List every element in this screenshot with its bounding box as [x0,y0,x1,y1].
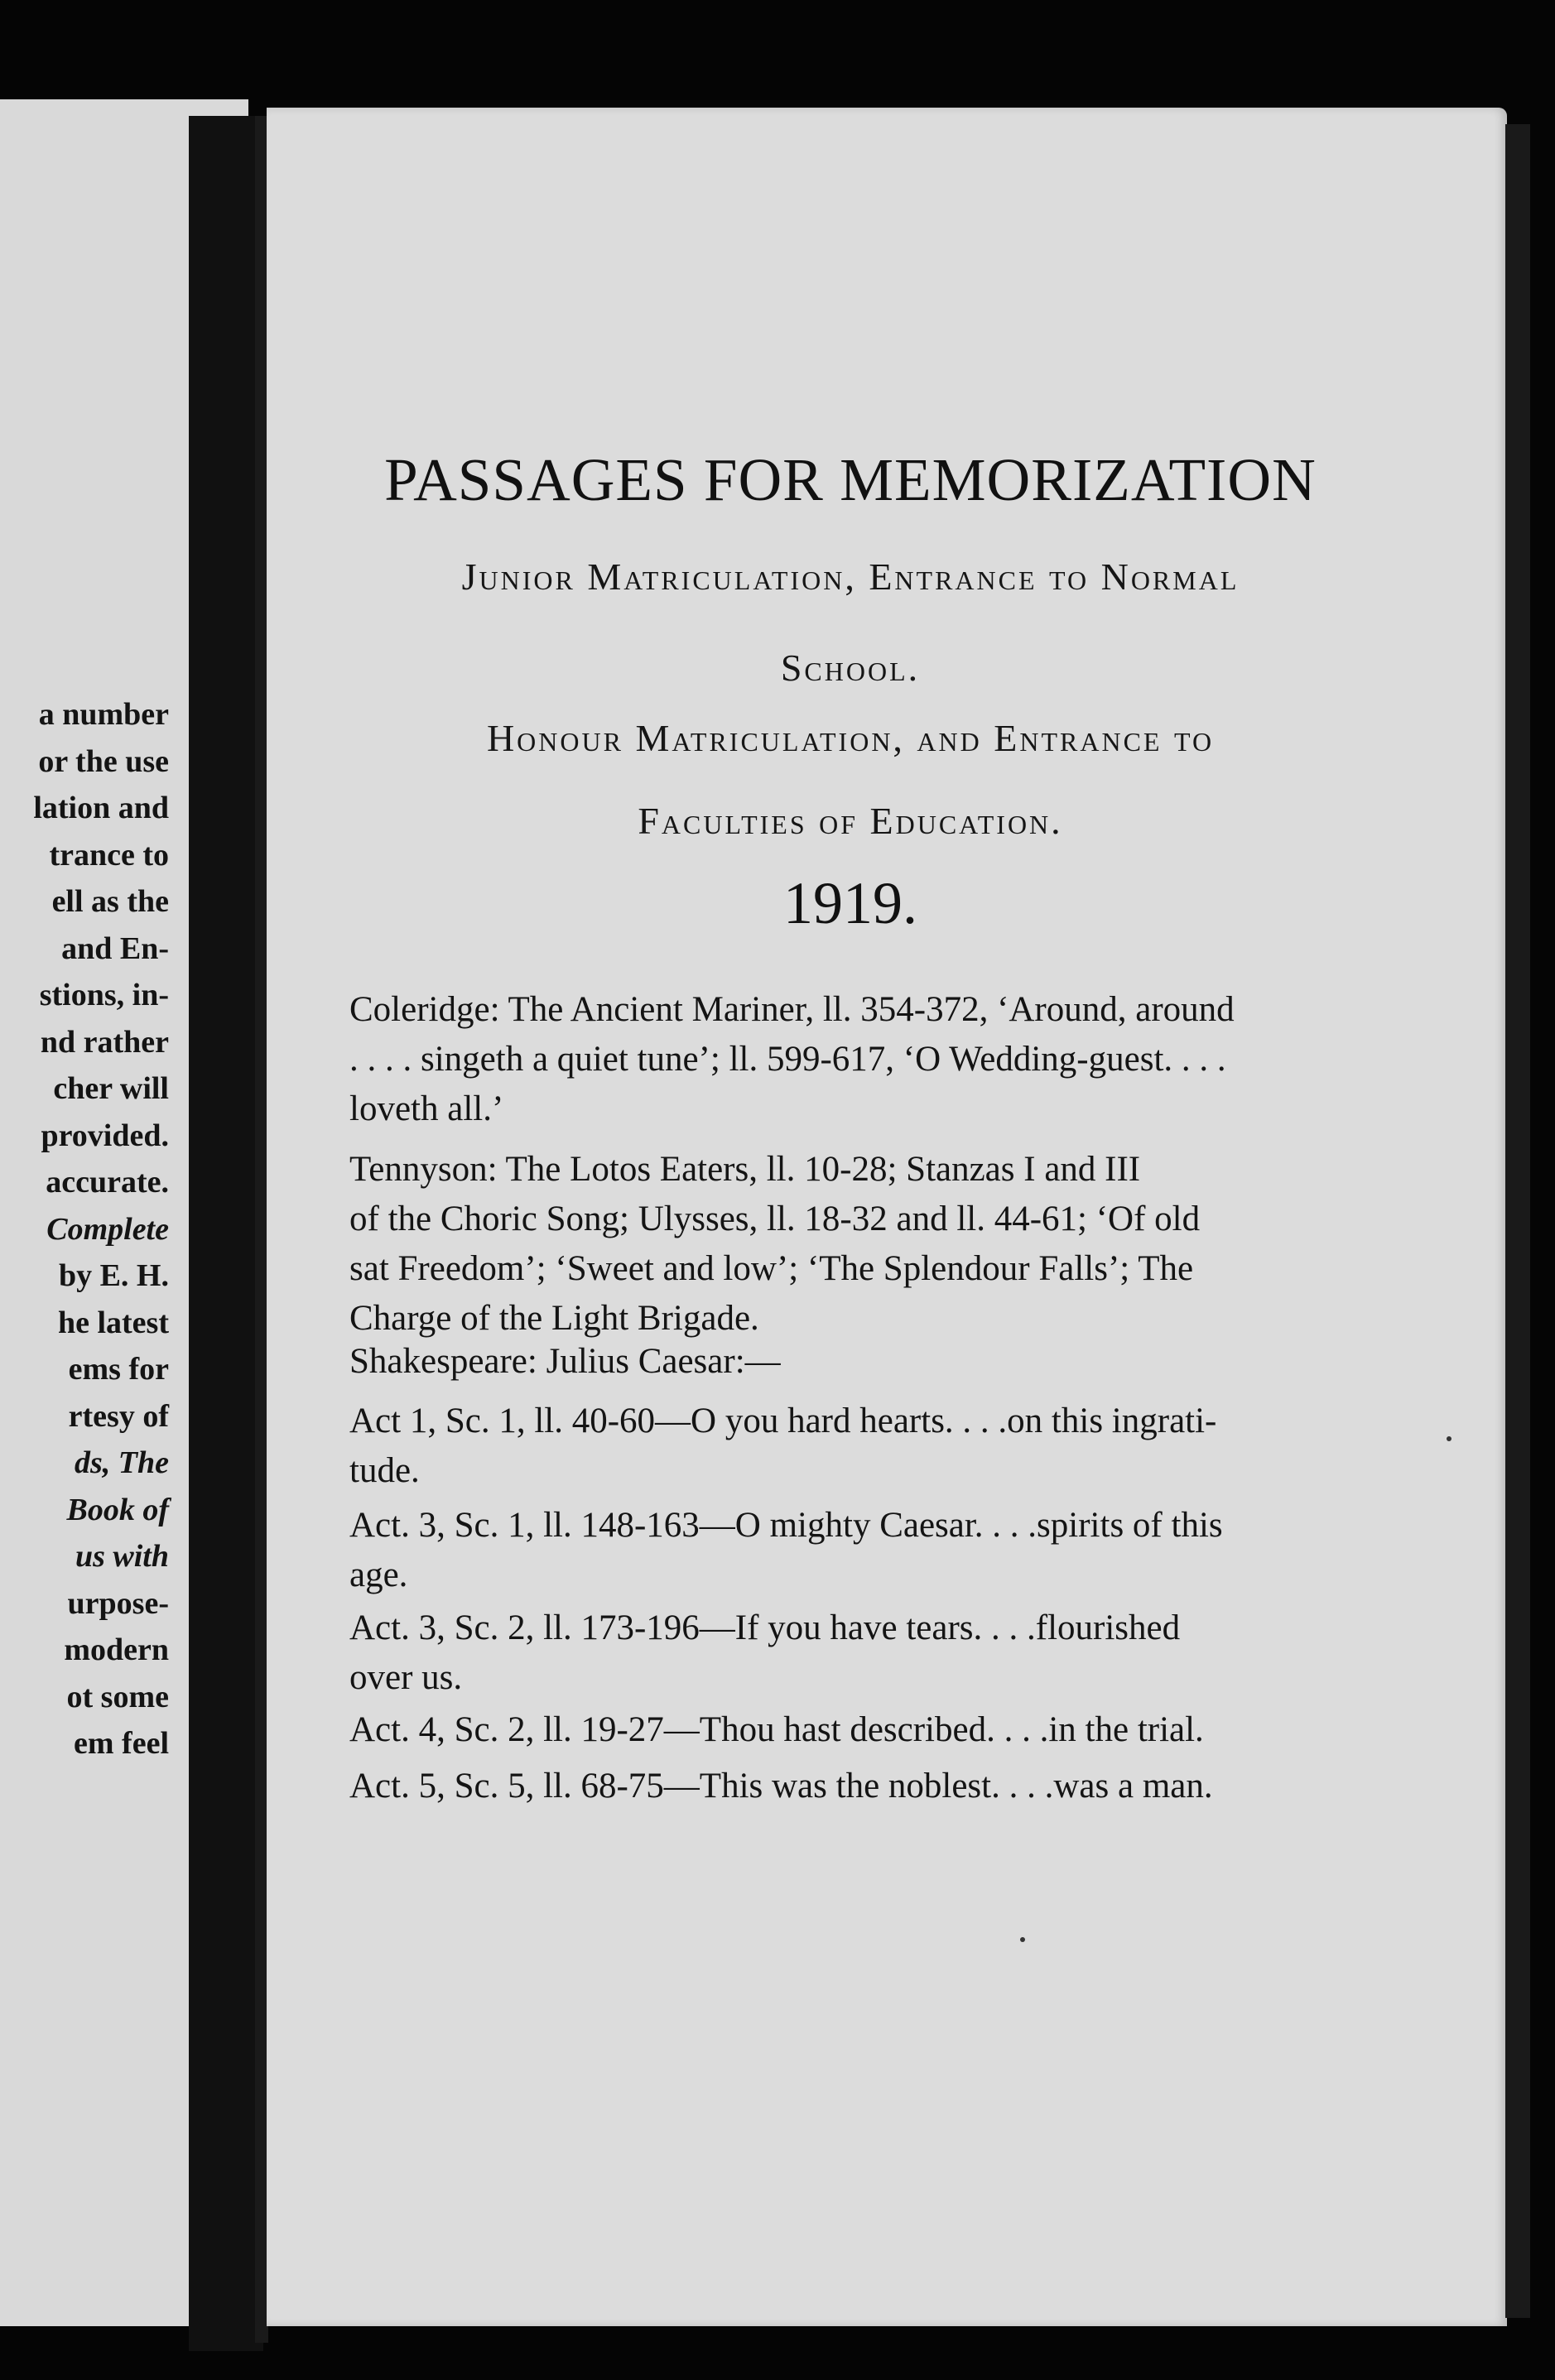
page-title: PASSAGES FOR MEMORIZATION [384,446,1317,513]
entry-shakespeare [349,1337,1351,1387]
entry-line: Act. 3, Sc. 1, ll. 148-163—O mighty Caesar. . . .spirits of this [349,1506,1223,1545]
left-line: and En- [61,930,169,966]
entry-line: age. [349,1555,408,1594]
entry-act-4 [349,1705,1351,1755]
subtitle-school: School. [780,647,921,689]
entry-line: Coleridge: The Ancient Mariner, ll. 354-372, ‘Around, around [349,990,1235,1029]
left-page-text [0,691,169,1767]
entry-line: Tennyson: The Lotos Eaters, ll. 10-28; Stanzas I and III [349,1150,1141,1189]
entry-line: Charge of the Light Brigade. [349,1299,759,1338]
left-line: trance to [49,837,169,873]
entry-act-5 [349,1762,1351,1811]
left-line: or the use [38,743,169,779]
left-line: em feel [74,1726,169,1761]
entry-line: over us. [349,1658,463,1697]
entry-line: Act. 4, Sc. 2, ll. 19-27—Thou hast described. . . .in the trial. [349,1710,1204,1749]
entry-line: of the Choric Song; Ulysses, ll. 18-32 and ll. 44-61; ‘Of old [349,1200,1201,1238]
entry-line: Act 1, Sc. 1, ll. 40-60—O you hard hearts. . . .on this ingrati- [349,1402,1217,1440]
entry-line: loveth all.’ [349,1089,504,1128]
left-line: he latest [57,1305,169,1340]
entry-tennyson [349,1145,1351,1344]
left-line: modern [64,1632,169,1667]
entry-line: sat Freedom’; ‘Sweet and low’; ‘The Splendour Falls’; The [349,1249,1194,1288]
entry-line: Act. 3, Sc. 2, ll. 173-196—If you have tears. . . .flourished [349,1608,1181,1647]
left-line: lation and [33,791,169,825]
left-line: ds, The [75,1445,169,1480]
left-line: urpose- [67,1585,169,1621]
left-line: a number [38,697,169,732]
left-line: accurate. [46,1165,169,1200]
entry-coleridge [349,985,1351,1134]
main-page [267,108,1507,2326]
left-line: ell as the [51,884,169,919]
left-line: ot some [66,1679,169,1714]
left-line: Book of [66,1492,169,1527]
left-line: nd rather [40,1024,169,1060]
subtitle-faculties: Faculties of Education. [638,800,1063,842]
subtitle-junior: Junior Matriculation, Entrance to Normal [461,555,1240,598]
book-gutter [189,116,263,2351]
entry-line: tude. [349,1451,420,1490]
entry-line: . . . . singeth a quiet tune’; ll. 599-617, ‘O Wedding-guest. . . . [349,1040,1226,1079]
entry-line: Act. 5, Sc. 5, ll. 68-75—This was the noblest. . . .was a man. [349,1767,1213,1805]
left-line: stions, in- [39,978,169,1012]
left-line: us with [75,1539,169,1574]
entry-act-3-sc-2 [349,1603,1351,1703]
entry-act-1 [349,1397,1351,1496]
left-line: ems for [68,1352,169,1387]
paper-speck [1020,1937,1025,1942]
entry-act-3-sc-1 [349,1501,1351,1600]
year-heading: 1919. [783,870,917,936]
left-line: provided. [41,1118,169,1153]
left-line: Complete [46,1211,169,1247]
paper-speck [1447,1436,1451,1441]
right-page-edge [1505,124,1530,2318]
left-line: rtesy of [68,1398,169,1434]
entry-line: Shakespeare: Julius Caesar:— [349,1342,781,1381]
subtitle-honour: Honour Matriculation, and Entrance to [486,717,1215,759]
left-line: cher will [53,1071,169,1106]
left-line: by E. H. [58,1258,169,1293]
